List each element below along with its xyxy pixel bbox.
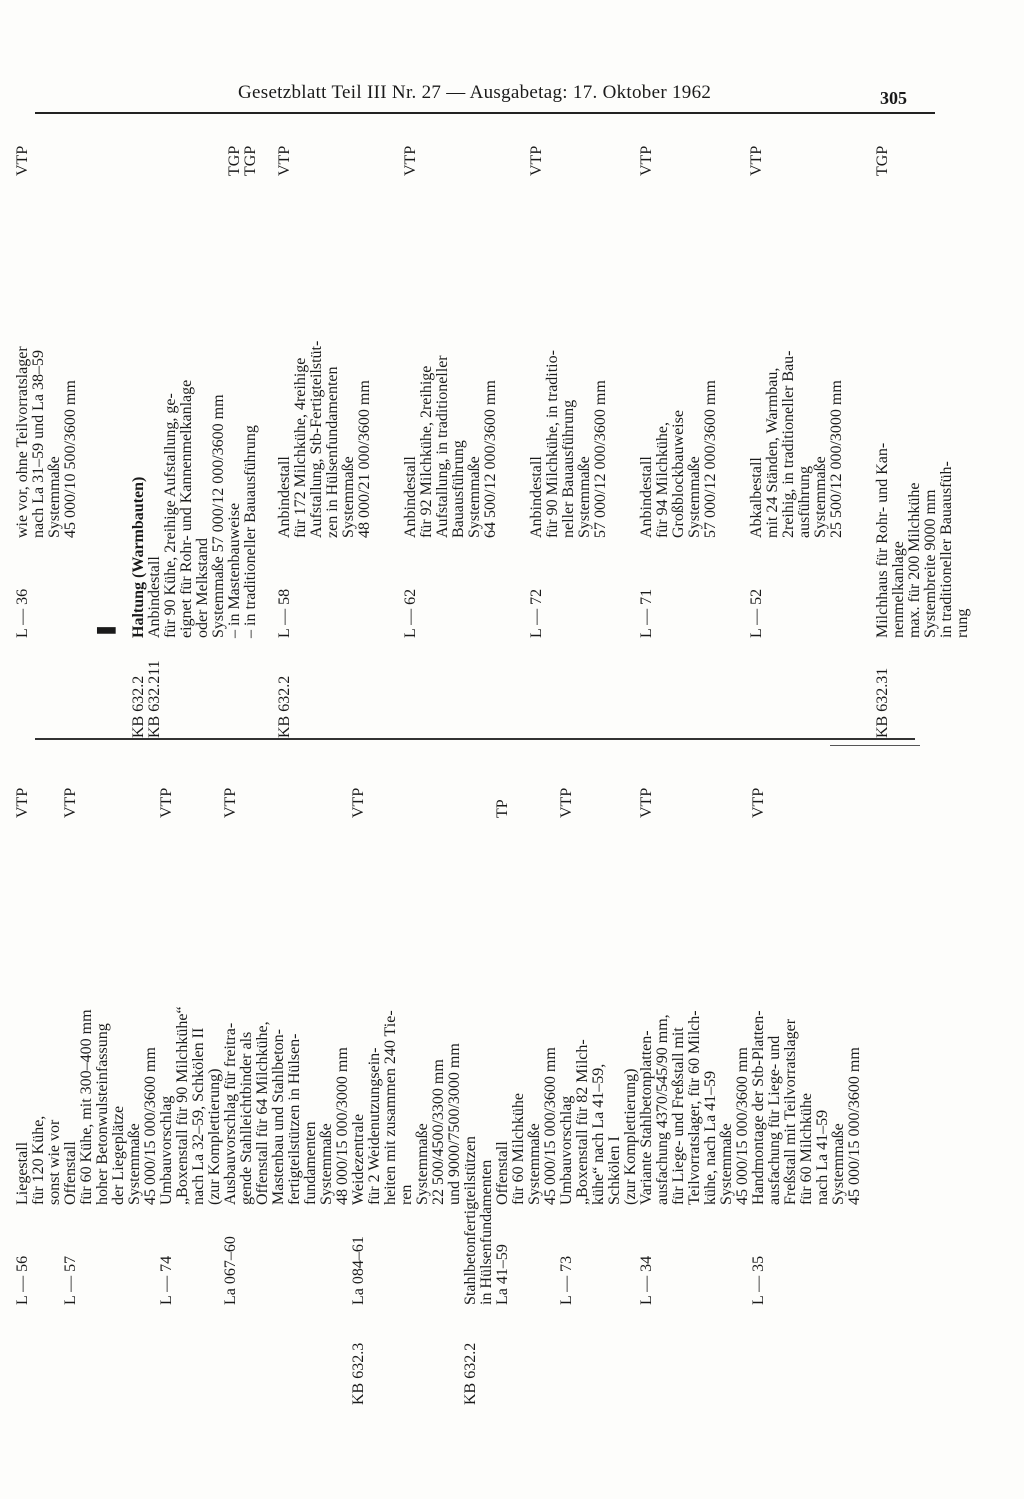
entry-l57 — [63, 760, 159, 1405]
entry-line: ausfachung 4370/545/90 mm, — [654, 1014, 671, 1205]
header-rule — [35, 112, 935, 114]
entry-line: Systemmaße — [466, 456, 483, 538]
entry-line: rung — [954, 608, 971, 638]
entry-code: L — 62 — [402, 588, 419, 638]
entry-note: VTP — [402, 145, 419, 176]
entry-note: VTP — [638, 787, 655, 818]
entry-la-067-60 — [223, 760, 351, 1405]
entry-line: für 120 Kühe, — [30, 1115, 47, 1205]
entry-line: neller Bauausführung — [560, 399, 577, 538]
entry-note: TP — [494, 799, 511, 818]
entry-line: 48 000/15 000/3000 mm — [334, 1047, 351, 1205]
entry-line: Systemmaße — [576, 456, 593, 538]
entry-line: Systemmaße — [414, 1123, 431, 1205]
entry-line: fertigteilstützen in Hülsen- — [286, 1033, 303, 1205]
entry-line: Aufstallung, in traditioneller — [434, 355, 451, 538]
entry-line: nach La 31–59 und La 38–59 — [30, 350, 47, 538]
entry-line: Ausbauvorschlag für freitra- — [222, 1022, 239, 1205]
entry-line: 57 000/12 000/3600 mm — [702, 380, 719, 538]
entry-line: 45 000/15 000/3600 mm — [542, 1047, 559, 1205]
entry-l56 — [15, 760, 63, 1405]
entry-l62 — [403, 118, 499, 738]
top-section — [15, 118, 1024, 738]
entry-line: Großblockbauweise — [670, 410, 687, 538]
entry-kb: KB 632.31 — [874, 667, 891, 738]
entry-l58 — [277, 118, 373, 738]
entry-code: L — 34 — [638, 1255, 655, 1305]
page-title: Gesetzblatt Teil III Nr. 27 — Ausgabetag: 17. Oktober 1962 — [238, 82, 712, 103]
entry-line: Bauausführung — [450, 440, 467, 538]
entry-line: nach La 32–59, Schkölen II — [190, 1027, 207, 1205]
entry-line: Offenstall — [494, 1141, 511, 1205]
entry-line: hoher Betonwulsteinfassung — [94, 1023, 111, 1205]
entry-line: kühe, nach La 41–59 — [702, 1070, 719, 1205]
entry-line: 2reihig, in traditioneller Bau- — [780, 350, 797, 538]
column-divider-end — [830, 745, 920, 746]
entry-line: „Boxenstall für 90 Milchkühe“ — [174, 1006, 191, 1205]
entry-line: 22 500/4500/3300 mm — [430, 1059, 447, 1205]
entry-note: VTP — [62, 787, 79, 818]
entry-note: VTP — [14, 787, 31, 818]
entry-line: 48 000/21 000/3600 mm — [356, 380, 373, 538]
entry-line: Systemmaße — [686, 456, 703, 538]
margin-mark-row — [97, 118, 113, 738]
entry-line: Milchhaus für Rohr- und Kan- — [874, 442, 891, 638]
entry-line: Offenstall — [62, 1141, 79, 1205]
entry-line: oder Melkstand — [194, 538, 211, 638]
entry-code: L — 35 — [750, 1255, 767, 1305]
entry-line: (zur Komplettierung) — [622, 1068, 639, 1205]
entry-code: L — 71 — [638, 588, 655, 638]
entry-line: Umbauvorschlag — [558, 1095, 575, 1205]
entry-line: Handmontage der Stb-Platten- — [750, 1010, 767, 1205]
bottom-section — [15, 760, 1024, 1405]
entry-code: La 41–59 — [494, 1244, 511, 1305]
entry-line: für 92 Milchkühe, 2reihige — [418, 365, 435, 538]
section-heading: Haltung (Warmbauten) — [130, 476, 147, 638]
entry-line: für 60 Milchkühe — [798, 1093, 815, 1205]
entry-line: für 172 Milchkühe, 4reihige — [292, 357, 309, 538]
entry-line: für 60 Kühe, mit 300–400 mm — [78, 1009, 95, 1205]
entry-line: für 2 Weidenutzungsein- — [366, 1047, 383, 1205]
entry-line: für 94 Milchkühe, — [654, 422, 671, 538]
entry-note: VTP — [158, 787, 175, 818]
entry-line: ausfachung für Liege- und — [766, 1035, 783, 1205]
page-header — [0, 82, 1024, 110]
entry-l52 — [749, 118, 845, 738]
entry-line: 45 000/15 000/3600 mm — [846, 1047, 863, 1205]
entry-note: VTP — [558, 787, 575, 818]
entry-la-084-61 — [351, 760, 463, 1405]
entry-line: für 90 Milchkühe, in traditio- — [544, 350, 561, 538]
entry-line: Systemmaße — [318, 1123, 335, 1205]
entry-note: VTP — [350, 787, 367, 818]
entry-l34 — [639, 760, 751, 1405]
entry-kb: KB 632.211 — [146, 660, 163, 738]
entry-line: ausführung — [796, 466, 813, 538]
entry-code: L — 57 — [62, 1255, 79, 1305]
entry-code: La 084–61 — [350, 1236, 367, 1305]
entry-line: Anbindestall — [528, 456, 545, 538]
entry-code: L — 52 — [748, 588, 765, 638]
entry-line: Anbindestall — [276, 456, 293, 538]
entry-line: in traditioneller Bauausfüh- — [938, 461, 955, 638]
entry-line: Systemmaße — [526, 1123, 543, 1205]
entry-line: für 90 Kühe, 2reihige Aufstallung, ge- — [162, 393, 179, 638]
entry-line: Anbindestall — [402, 456, 419, 538]
entry-line: 45 000/15 000/3600 mm — [734, 1047, 751, 1205]
entry-line: Systemmaße — [126, 1123, 143, 1205]
entry-line: Offenstall für 64 Milchkühe, — [254, 1021, 271, 1205]
entry-line: Freßstall mit Teilvorratslager — [782, 1018, 799, 1205]
entry-l35 — [751, 760, 863, 1405]
entry-line: wie vor, ohne Teilvorratslager — [14, 346, 31, 538]
entry-note: VTP — [528, 145, 545, 176]
entry-line: der Liegeplätze — [110, 1105, 127, 1205]
entry-code: L — 56 — [14, 1255, 31, 1305]
entry-line: Weidezentrale — [350, 1113, 367, 1205]
entry-note: TGP — [226, 145, 243, 176]
entry-line: Liegestall — [14, 1141, 31, 1205]
entry-note: TGP — [242, 145, 259, 176]
entry-code: La 067–60 — [222, 1236, 239, 1305]
entry-line: Systemmaße — [812, 456, 829, 538]
entry-code: L — 74 — [158, 1255, 175, 1305]
column-divider — [35, 738, 915, 740]
entry-note: VTP — [638, 145, 655, 176]
entry-code: L — 72 — [528, 588, 545, 638]
entry-kb: KB 632.2 — [276, 675, 293, 738]
entry-la-41-59 — [495, 760, 559, 1405]
entry-line: heiten mit zusammen 240 Tie- — [382, 1010, 399, 1205]
entry-line: „Boxenstall für 82 Milch- — [574, 1039, 591, 1205]
margin-mark: ❚ — [95, 622, 115, 638]
entry-note: TGP — [874, 145, 891, 176]
entry-line: nach La 41–59 — [814, 1109, 831, 1205]
entry-line: ren — [398, 1184, 415, 1205]
entry-line: Umbauvorschlag — [158, 1095, 175, 1205]
entry-line: für 60 Milchkühe — [510, 1093, 527, 1205]
entry-line: Abkalbestall — [748, 457, 765, 538]
entry-l71 — [639, 118, 719, 738]
entry-line: mit 24 Ständen, Warmbau, — [764, 367, 781, 538]
entry-line: Schkölen I — [606, 1136, 623, 1205]
entry-line: Systemmaße — [830, 1123, 847, 1205]
entry-note: VTP — [748, 145, 765, 176]
entry-line: sonst wie vor — [46, 1119, 63, 1205]
entry-note: VTP — [222, 787, 239, 818]
entry-line: max. für 200 Milchkühe — [906, 482, 923, 638]
entry-line: Stahlbetonfertigteilstützen — [462, 1136, 479, 1305]
entry-line: 25 500/12 000/3000 mm — [828, 380, 845, 538]
entry-line: Systemmaße — [718, 1123, 735, 1205]
entry-l72 — [529, 118, 609, 738]
entry-line: Systembreite 9000 mm — [922, 489, 939, 638]
entry-kb: KB 632.3 — [350, 1342, 367, 1405]
entry-l36 — [15, 118, 79, 738]
entry-code: L — 58 — [276, 588, 293, 638]
entry-line: eignet für Rohr- und Kannenmelkanlage — [178, 379, 195, 638]
entry-kb: KB 632.2 — [462, 1342, 479, 1405]
entry-line: Teilvorratslager, für 60 Milch- — [686, 1010, 703, 1205]
entry-line: in Hülsenfundamenten — [478, 1159, 495, 1305]
entry-line: kühe“ nach La 41–59, — [590, 1063, 607, 1205]
entry-line: 45 000/15 000/3600 mm — [142, 1047, 159, 1205]
entry-line: Variante Stahlbetonplatten- — [638, 1030, 655, 1205]
entry-kb-632-211 — [147, 118, 259, 738]
page-number: 305 — [880, 88, 907, 108]
entry-line: 45 000/10 500/3600 mm — [62, 380, 79, 538]
entry-line: (zur Komplettierung) — [206, 1068, 223, 1205]
entry-line: und 9000/7500/3000 mm — [446, 1043, 463, 1205]
entry-line: 57 000/12 000/3600 mm — [592, 380, 609, 538]
entry-note: VTP — [276, 145, 293, 176]
entry-code: L — 73 — [558, 1255, 575, 1305]
entry-line: Aufstallung, Stb-Fertigteilstüt- — [308, 340, 325, 538]
entry-line: Systemmaße — [340, 456, 357, 538]
entry-line: – in Mastenbauweise — [226, 502, 243, 638]
entry-line: fundamenten — [302, 1121, 319, 1205]
entry-line: Systemmaße 57 000/12 000/3600 mm — [210, 394, 227, 638]
entry-note: VTP — [14, 145, 31, 176]
entry-l74 — [159, 760, 223, 1405]
entry-kb-632-31 — [875, 118, 971, 738]
entry-kb-632-2-stb — [463, 760, 495, 1405]
entry-line: für Liege- und Freßstall mit — [670, 1027, 687, 1205]
entry-code: L — 36 — [14, 588, 31, 638]
entry-line: Anbindestall — [146, 556, 163, 638]
entry-note: VTP — [750, 787, 767, 818]
entry-haltung — [131, 118, 147, 738]
entry-line: – in traditioneller Bauausführung — [242, 425, 259, 638]
entry-kb: KB 632.2 — [130, 675, 147, 738]
entry-l73 — [559, 760, 639, 1405]
entry-line: Systemmaße — [46, 456, 63, 538]
entry-line: gende Stahlleichtbinder als — [238, 1031, 255, 1205]
entry-line: Anbindestall — [638, 456, 655, 538]
entry-line: zen in Hülsenfundamenten — [324, 366, 341, 538]
entry-line: Mastenbau und Stahlbeton- — [270, 1029, 287, 1205]
entry-line: 64 500/12 000/3600 mm — [482, 380, 499, 538]
entry-line: nenmelkanlage — [890, 541, 907, 638]
